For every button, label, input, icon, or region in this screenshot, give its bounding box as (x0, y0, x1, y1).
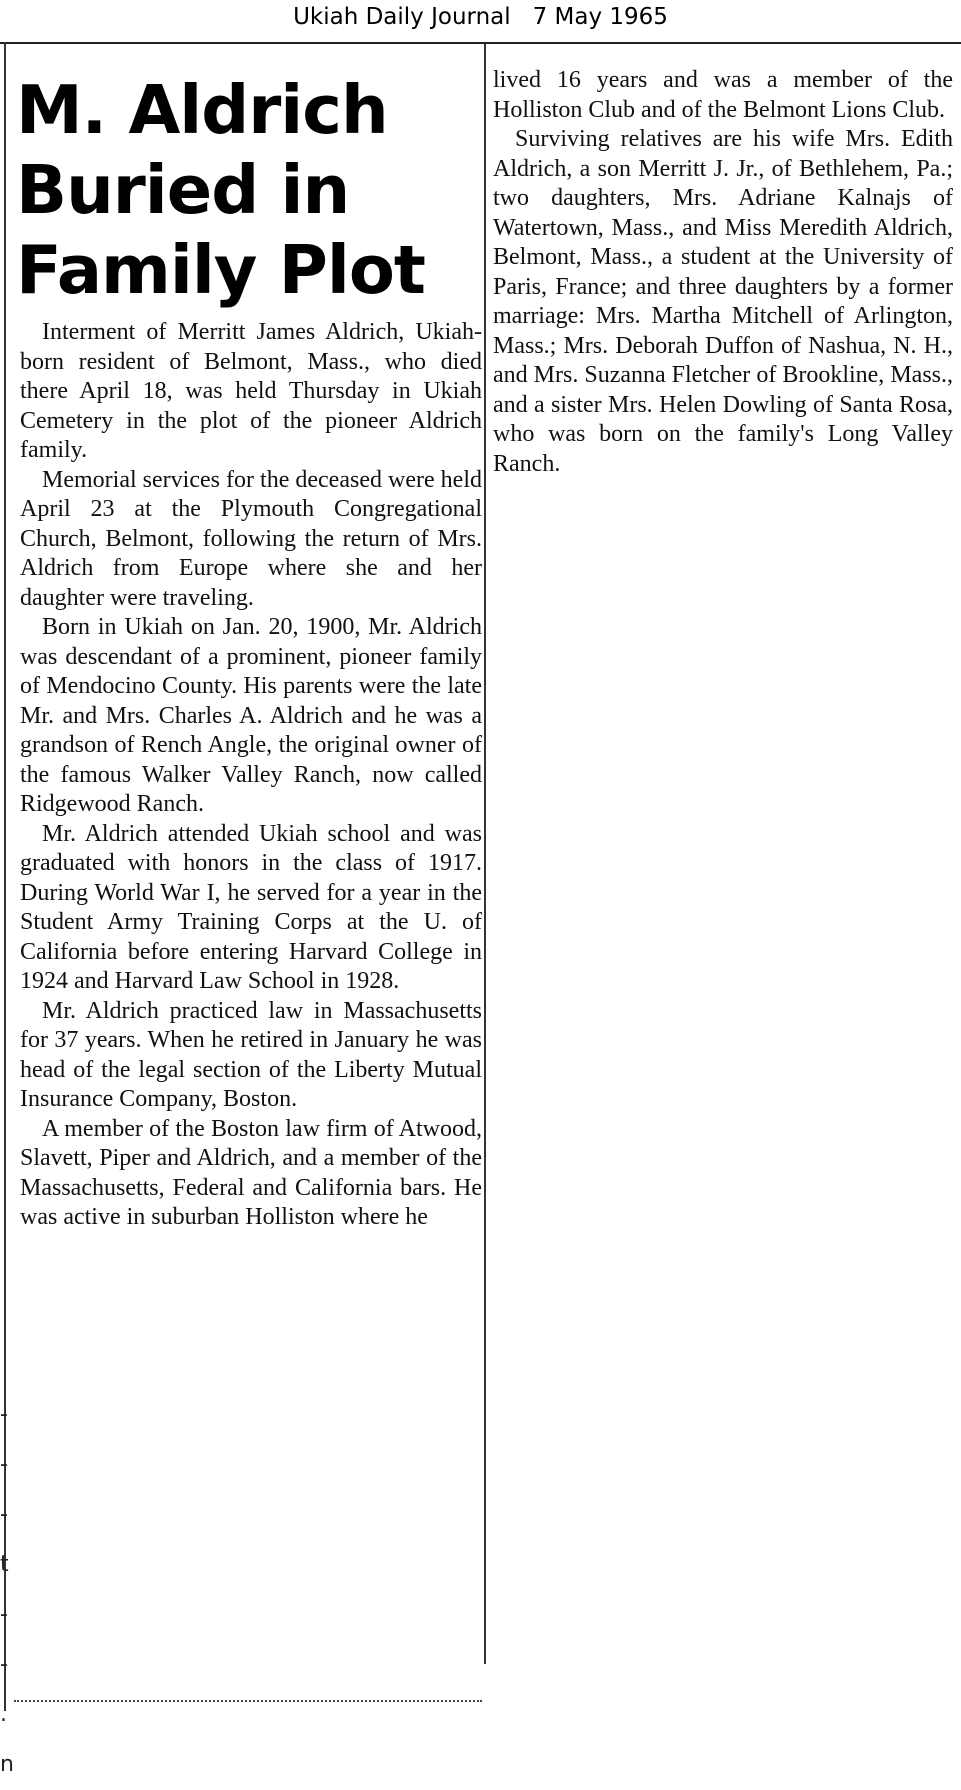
article-right-column (493, 66, 953, 479)
edge-fragment: - (0, 1502, 8, 1527)
edge-fragment: . (0, 1702, 7, 1727)
column-divider (484, 44, 486, 1664)
adjacent-column-fragments (0, 1390, 12, 1790)
edge-fragment: - (0, 1452, 8, 1477)
headline-line-3: Family Plot (16, 231, 425, 309)
headline-line-2: Buried in (16, 151, 350, 229)
paragraph-education: Mr. Aldrich attended Ukiah school and was graduated with honors in the class of 1917. During World War I, he served for a year in the Student Army Training Corps at the U. of California before entering Harvard College in 1924 and Harvard Law School in 1928. (20, 820, 482, 994)
masthead (0, 4, 961, 38)
publication-date: 7 May 1965 (532, 4, 668, 30)
edge-fragment: - (0, 1652, 8, 1677)
paragraph-continued: lived 16 years and was a member of the Holliston Club and of the Belmont Lions Club. (493, 67, 953, 123)
top-rule (0, 42, 961, 44)
edge-fragment: n (0, 1752, 14, 1777)
headline (16, 70, 425, 310)
newspaper-name: Ukiah Daily Journal (293, 4, 511, 30)
bottom-dotted-rule (14, 1700, 482, 1702)
edge-fragment: t (0, 1552, 9, 1577)
paragraph-law-firm: A member of the Boston law firm of Atwood, Slavett, Piper and Aldrich, and a member of the Massachusetts, Federal and California bars. He was active in suburban Holliston where he (20, 1115, 482, 1230)
paragraph-survivors: Surviving relatives are his wife Mrs. Edith Aldrich, a son Merritt J. Jr., of Bethlehem, Pa.; two daughters, Mrs. Adriane Kalnajs of Watertown, Mass., and Miss Meredith Aldrich, Belmont, Mass., a student at the University of Paris, France; and three daughters by a former marriage: Mrs. Martha Mitchell of Arlington, Mass.; Mrs. Deborah Duffon of Nashua, N. H., and Mrs. Suzanna Fletcher of Brookline, Mass., and a sister Mrs. Helen Dowling of Santa Rosa, who was born on the family's Long Valley Ranch. (493, 126, 953, 477)
headline-line-1: M. Aldrich (16, 71, 388, 149)
edge-fragment: - (0, 1402, 8, 1427)
paragraph-birth: Born in Ukiah on Jan. 20, 1900, Mr. Aldrich was descendant of a prominent, pioneer family of Mendocino County. His parents were the late Mr. and Mrs. Charles A. Aldrich and he was a grandson of Rench Angle, the original owner of the famous Walker Valley Ranch, now called Ridgewood Ranch. (20, 614, 482, 817)
paragraph-career: Mr. Aldrich practiced law in Massachusetts for 37 years. When he retired in January he was head of the legal section of the Liberty Mutual Insurance Company, Boston. (20, 997, 482, 1112)
paragraph-memorial: Memorial services for the deceased were held April 23 at the Plymouth Congregational Church, Belmont, following the return of Mrs. Aldrich from Europe where she and her daughter were traveling. (20, 466, 482, 611)
paragraph-interment: Interment of Merritt James Aldrich, Ukiah-born resident of Belmont, Mass., who died there April 18, was held Thursday in Ukiah Cemetery in the plot of the pioneer Aldrich family. (20, 319, 482, 463)
article-left-column (20, 318, 482, 1233)
edge-fragment: - (0, 1602, 8, 1627)
